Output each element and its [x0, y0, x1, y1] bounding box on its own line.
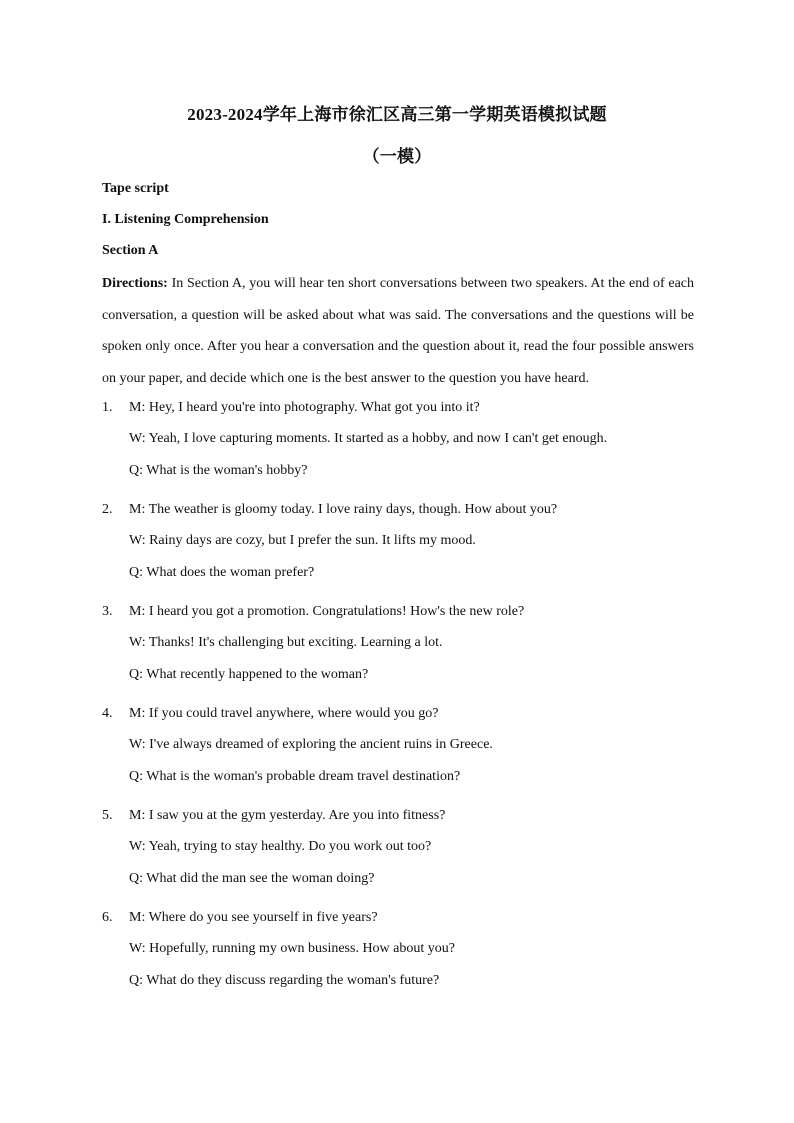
- part-heading: I. Listening Comprehension: [102, 212, 269, 227]
- man-line: M: If you could travel anywhere, where would you go?: [129, 706, 439, 721]
- question-line: Q: What did the man see the woman doing?: [129, 871, 375, 886]
- question-line: Q: What is the woman's hobby?: [129, 463, 308, 478]
- question-line: Q: What does the woman prefer?: [129, 565, 315, 580]
- item-number: 3.: [102, 604, 113, 619]
- section-heading: Section A: [102, 243, 159, 258]
- woman-line: W: Yeah, I love capturing moments. It started as a hobby, and now I can't get enough.: [129, 431, 608, 446]
- man-line: M: The weather is gloomy today. I love rainy days, though. How about you?: [129, 502, 558, 517]
- conversation-item: [102, 808, 694, 910]
- question-line: Q: What is the woman's probable dream travel destination?: [129, 769, 461, 784]
- conversation-item: [102, 400, 694, 502]
- woman-line: W: I've always dreamed of exploring the ancient ruins in Greece.: [129, 737, 493, 752]
- item-number: 2.: [102, 502, 113, 517]
- conversation-list: [102, 400, 694, 1012]
- conversation-item: [102, 706, 694, 808]
- man-line: M: Hey, I heard you're into photography. What got you into it?: [129, 400, 480, 415]
- woman-line: W: Rainy days are cozy, but I prefer the sun. It lifts my mood.: [129, 533, 476, 548]
- document-title: 2023-2024学年上海市徐汇区高三第一学期英语模拟试题: [187, 105, 607, 124]
- woman-line: W: Hopefully, running my own business. How about you?: [129, 941, 455, 956]
- man-line: M: Where do you see yourself in five years?: [129, 910, 378, 925]
- conversation-item: [102, 910, 694, 1012]
- man-line: M: I heard you got a promotion. Congratulations! How's the new role?: [129, 604, 525, 619]
- woman-line: W: Thanks! It's challenging but exciting. Learning a lot.: [129, 635, 443, 650]
- item-number: 1.: [102, 400, 113, 415]
- conversation-item: [102, 604, 694, 706]
- item-number: 4.: [102, 706, 113, 721]
- document-subtitle: （一模）: [362, 147, 432, 166]
- question-line: Q: What recently happened to the woman?: [129, 667, 369, 682]
- question-line: Q: What do they discuss regarding the woman's future?: [129, 973, 440, 988]
- directions-text: In Section A, you will hear ten short conversations between two speakers. At the end of each conversation, a question will be asked about what was said. The conversations and the questions will be spoken only once. After you hear a conversation and the question about it, read the four possible answers on your paper, and decide which one is the best answer to the question you have heard.: [102, 276, 694, 386]
- woman-line: W: Yeah, trying to stay healthy. Do you work out too?: [129, 839, 432, 854]
- man-line: M: I saw you at the gym yesterday. Are you into fitness?: [129, 808, 446, 823]
- directions-paragraph: [102, 268, 694, 394]
- tape-script-heading: Tape script: [102, 181, 169, 196]
- item-number: 5.: [102, 808, 113, 823]
- item-number: 6.: [102, 910, 113, 925]
- directions-label: Directions:: [102, 276, 168, 291]
- conversation-item: [102, 502, 694, 604]
